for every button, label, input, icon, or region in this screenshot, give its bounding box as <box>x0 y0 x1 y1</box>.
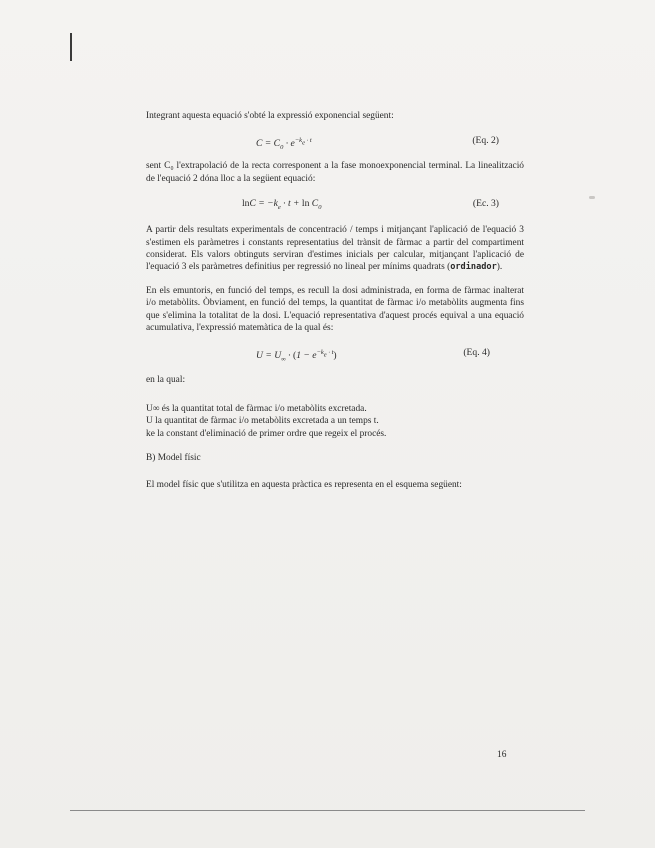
paragraph-extrapolation: sent C₀ l'extrapolació de la recta corresponent a la fase monoexponencial terminal. La linealització de l'equació 2 dóna lloc a la següent equació: <box>146 161 524 184</box>
equation-4-number: (Eq. 4) <box>463 347 490 359</box>
margin-mark <box>70 33 72 61</box>
definitions-list <box>146 403 524 440</box>
definition-u-infinity: U∞ és la quantitat total de fàrmac i/o metabòlits excretada. <box>146 403 367 414</box>
equation-4 <box>146 346 524 362</box>
equation-3-formula: $\ln C = -k_e \cdot t + \ln C_0$ <box>242 198 322 212</box>
paragraph-results-end: ). <box>496 262 503 273</box>
scan-speck <box>589 196 595 199</box>
heading-model-fisic: B) Model físic <box>146 453 201 464</box>
page-number: 16 <box>497 750 507 760</box>
paragraph-in-which: en la qual: <box>146 375 186 386</box>
equation-2-formula: $C = C_0 \cdot e^{-k_e \cdot t}$ <box>256 137 312 152</box>
equation-3 <box>146 197 524 213</box>
paragraph-results <box>146 224 524 274</box>
definition-u: U la quantitat de fàrmac i/o metabòlits excretada a un temps t. <box>146 416 379 427</box>
page-content <box>146 110 524 491</box>
equation-2-number: (Eq. 2) <box>472 135 499 147</box>
equation-4-formula: $U = U_\infty \cdot (1 - e^{-k_e \cdot t})$ <box>256 349 337 364</box>
intro-paragraph: Integrant aquesta equació s'obté la expressió exponencial següent: <box>146 111 394 121</box>
paragraph-emuntoris: En els emuntoris, en funció del temps, es recull la dosi administrada, en forma de fàrmac inalterat i/o metabòlits. Òbviament, en funció del temps, la quantitat de fàrmac i/o metabòlits augmenta fins que s'elimina la totalitat de la dosi. L'equació representativa d'aquest procés equival a una equació acumulativa, l'expressió matemàtica de la qual és: <box>146 285 524 334</box>
bottom-rule <box>70 810 585 811</box>
paragraph-results-bold: ordinador <box>450 262 497 273</box>
paragraph-model-fisic: El model físic que s'utilitza en aquesta pràctica es representa en el esquema següent: <box>146 479 462 490</box>
equation-2 <box>146 134 524 150</box>
definition-ke: ke la constant d'eliminació de primer ordre que regeix el procés. <box>146 428 387 439</box>
paragraph-results-text: A partir dels resultats experimentals de concentració / temps i mitjançant l'aplicació de l'equació 3 s'estimen els paràmetres i constants representatius del trànsit de fàrmac a partir del compartiment considerat. Els valors obtinguts serviran d'estimes inicials per calcular, mitjançant l'aplicació de l'equació 3 els paràmetres definitius per regressió no lineal per mínims quadrats ( <box>146 225 524 273</box>
equation-3-number: (Ec. 3) <box>472 198 499 210</box>
